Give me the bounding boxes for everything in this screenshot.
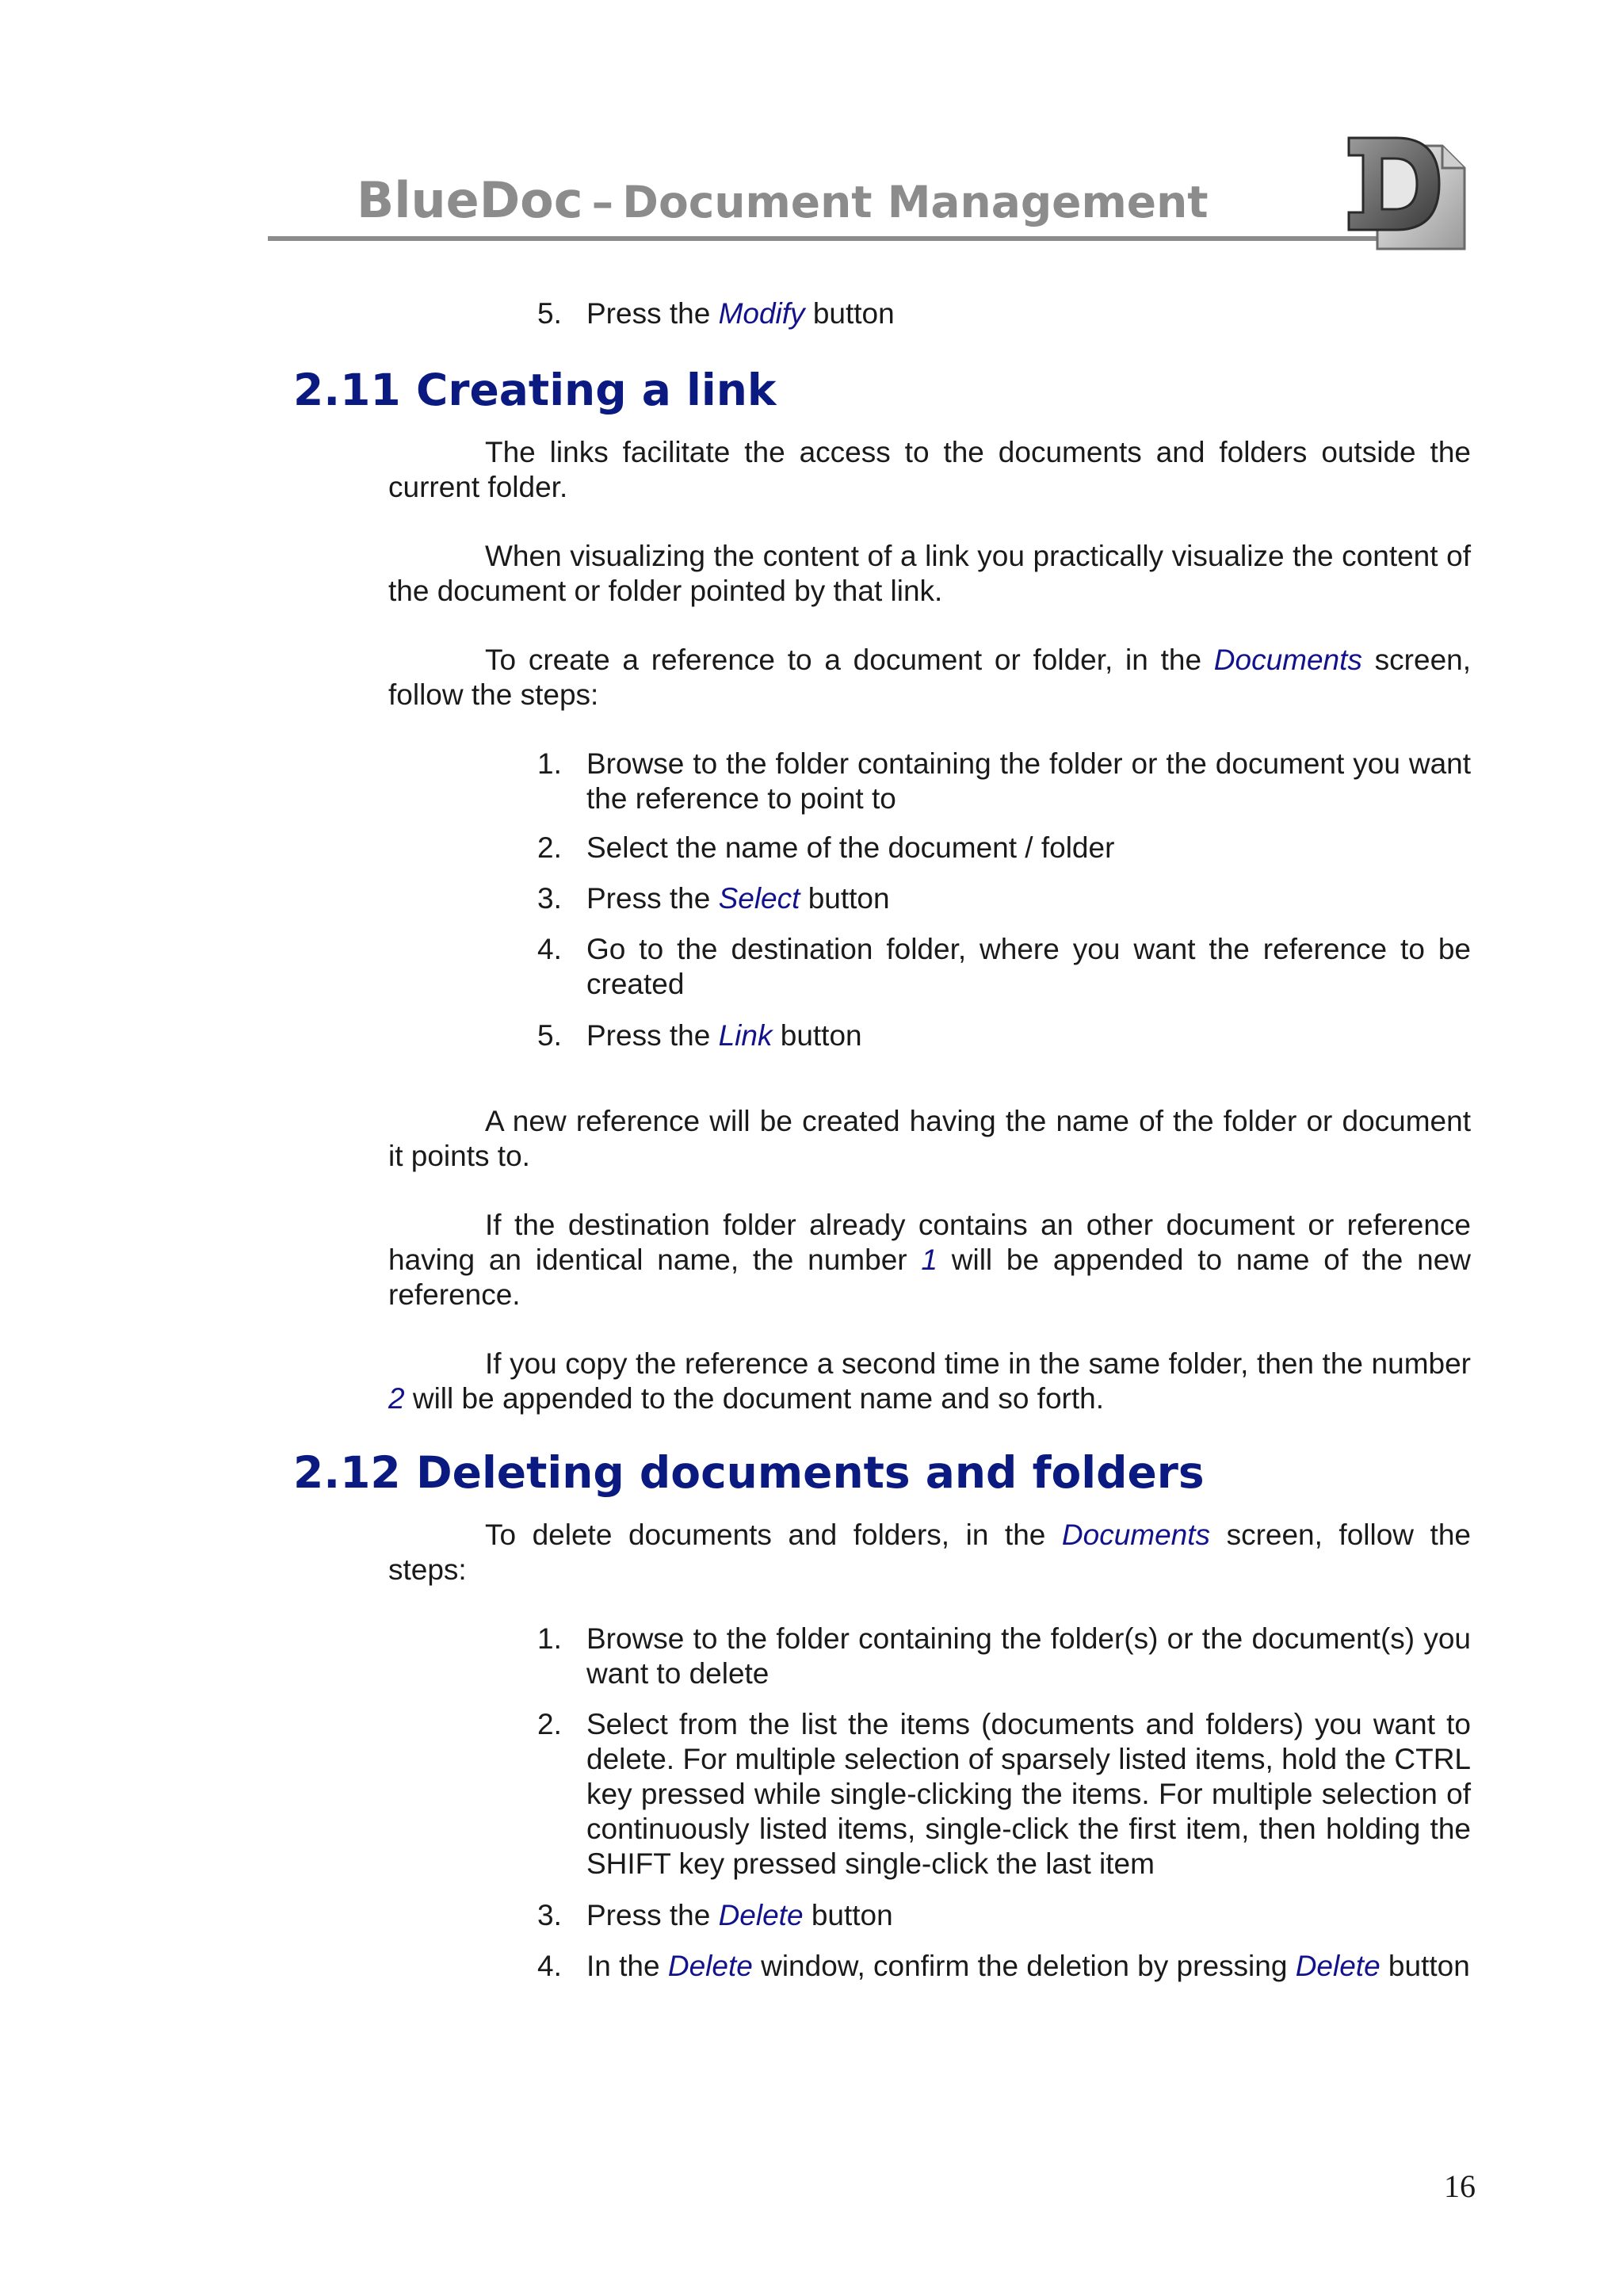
paragraph: When visualizing the content of a link you practically visualize the content of the document or folder pointed by that link.: [388, 540, 1471, 607]
keyword-number-2: 2: [388, 1382, 405, 1415]
document-header-title: [357, 171, 1209, 229]
list-number: 1.: [537, 747, 562, 780]
header-separator: –: [591, 177, 614, 227]
section-heading-2-12: [293, 1449, 1205, 1496]
list-item: 2. Select from the list the items (documents and folders) you want to delete. For multiple selection of sparsely listed items, hold the CTRL key pressed while single-clicking the items. For multiple selection of continuously listed items, single-click the first item, then holding the SHIFT key pressed single-click the last item: [537, 1708, 1471, 1880]
keyword-delete: Delete: [667, 1950, 753, 1982]
keyword-number-1: 1: [921, 1244, 938, 1276]
list-item: 4. In the Delete window, confirm the deletion by pressing Delete button: [537, 1950, 1470, 1982]
list-number: 3.: [537, 1899, 562, 1931]
page-number: 16: [1444, 2168, 1476, 2204]
list-item: 2. Select the name of the document / folder: [537, 831, 1115, 864]
section-number: 2.11: [293, 365, 401, 415]
list-number: 5.: [537, 297, 562, 330]
keyword-modify: Modify: [718, 297, 805, 330]
section-title: Creating a link: [416, 365, 777, 415]
keyword-select: Select: [718, 882, 800, 915]
list-number: 5.: [537, 1019, 562, 1052]
section-number: 2.12: [293, 1447, 401, 1498]
list-number: 4.: [537, 933, 562, 965]
list-number: 1.: [537, 1622, 562, 1655]
paragraph: The links facilitate the access to the documents and folders outside the current folder.: [388, 436, 1471, 503]
header-rule: [268, 236, 1377, 241]
list-number: 2.: [537, 1708, 562, 1740]
brand-name: BlueDoc: [357, 171, 583, 229]
list-item: 3. Press the Delete button: [537, 1899, 893, 1931]
list-item: 1. Browse to the folder containing the folder(s) or the document(s) you want to delete: [537, 1622, 1471, 1690]
keyword-delete: Delete: [718, 1899, 804, 1931]
list-number: 4.: [537, 1950, 562, 1982]
list-item: 5. Press the Link button: [537, 1019, 862, 1052]
keyword-documents: Documents: [1213, 644, 1362, 676]
paragraph: To delete documents and folders, in the Documents screen, follow the steps:: [388, 1519, 1471, 1586]
section-title: Deleting documents and folders: [416, 1447, 1205, 1498]
top-list-item: 5. Press the Modify button: [537, 297, 895, 330]
list-number: 2.: [537, 831, 562, 864]
keyword-link: Link: [718, 1019, 773, 1052]
list-item: 4. Go to the destination folder, where you want the reference to be created: [537, 933, 1471, 1000]
section-heading-2-11: [293, 366, 776, 414]
keyword-documents: Documents: [1061, 1519, 1211, 1551]
paragraph: If the destination folder already contains an other document or reference having an identical name, the number 1 will be appended to name of the new reference.: [388, 1209, 1472, 1311]
bluedoc-logo-icon: [1346, 135, 1469, 252]
list-item: 1. Browse to the folder containing the folder or the document you want the reference to point to: [537, 747, 1471, 815]
keyword-delete: Delete: [1295, 1950, 1381, 1982]
paragraph: If you copy the reference a second time in the same folder, then the number 2 will be appended to the document name and so forth.: [388, 1347, 1471, 1415]
paragraph: To create a reference to a document or folder, in the Documents screen, follow the steps:: [388, 644, 1472, 711]
paragraph: A new reference will be created having the name of the folder or document it points to.: [388, 1105, 1471, 1172]
list-item: 3. Press the Select button: [537, 882, 890, 915]
header-subtitle: Document Management: [622, 177, 1209, 227]
list-number: 3.: [537, 882, 562, 915]
